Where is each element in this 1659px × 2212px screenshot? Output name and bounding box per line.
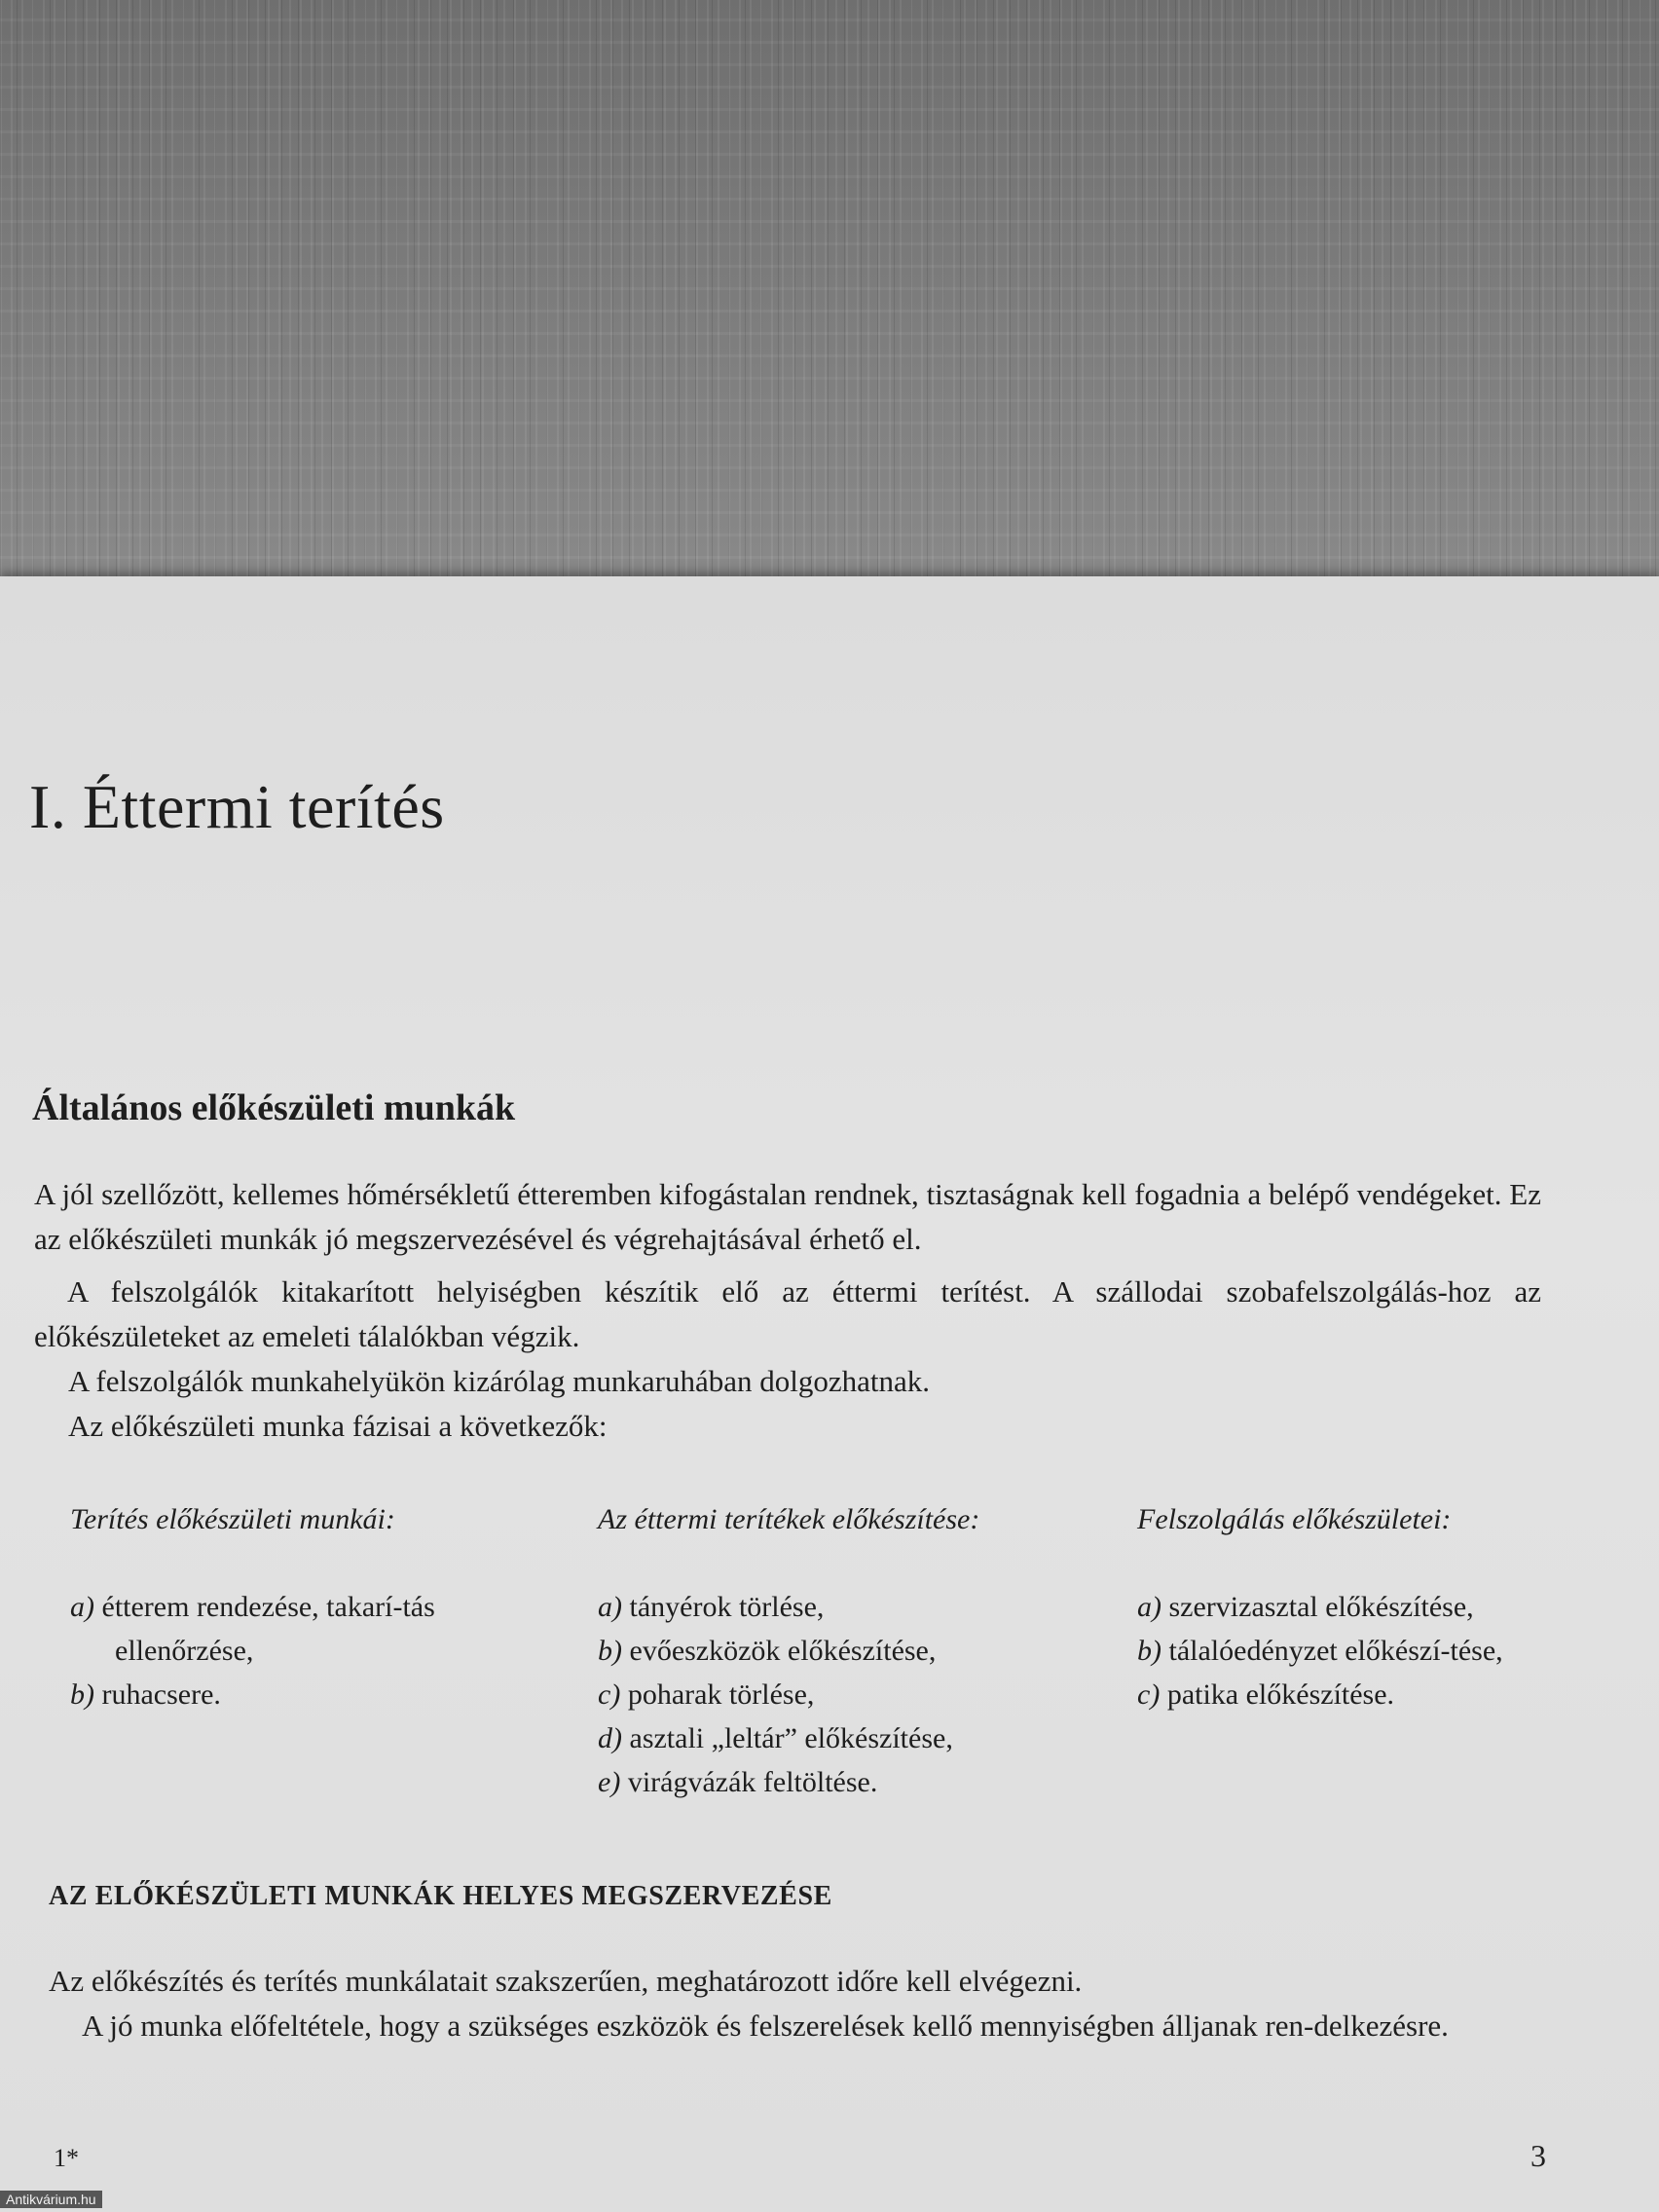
column-heading: Az éttermi terítékek előkészítése:: [598, 1503, 980, 1535]
chapter-title: I. Éttermi terítés: [29, 772, 445, 841]
list-item: a) tányérok törlése,: [598, 1591, 825, 1623]
column-list: [1137, 1585, 1566, 1716]
signature-mark: 1*: [54, 2144, 79, 2172]
photo-backdrop: [0, 0, 1659, 604]
list-item: c) poharak törlése,: [598, 1678, 815, 1711]
book-page: [0, 576, 1659, 2212]
column-list: [70, 1585, 528, 1716]
paragraph-intro: A jól szellőzött, kellemes hőmérsékletű étteremben kifogástalan rendnek, tisztaságnak kell fogadnia a belépő vendégeket. Ez az előkészületi munkák jó megszervezésével és végrehajtásával érhető el.: [34, 1177, 1541, 1256]
subsection-title: AZ ELŐKÉSZÜLETI MUNKÁK HELYES MEGSZERVEZÉSE: [49, 1881, 832, 1911]
column-heading: Felszolgálás előkészületei:: [1137, 1503, 1452, 1535]
column-service-prep: [1137, 1497, 1566, 1716]
column-table-setting-prep: [70, 1497, 528, 1716]
page-number: 3: [1530, 2138, 1546, 2173]
paragraph-preparation: A felszolgálók kitakarított helyiségben készítik elő az éttermi terítést. A szállodai szobafelszolgálás-hoz az előkészületeket az emeleti tálalókban végzik.: [34, 1274, 1541, 1353]
section-title: Általános előkészületi munkák: [32, 1088, 516, 1128]
column-list: [598, 1585, 1104, 1804]
list-item: b) evőeszközök előkészítése,: [598, 1635, 937, 1667]
watermark: Antikvárium.hu: [0, 2191, 102, 2208]
paragraph-uniform: A felszolgálók munkahelyükön kizárólag munkaruhában dolgozhatnak.: [68, 1364, 930, 1398]
list-item: e) virágvázák feltöltése.: [598, 1766, 878, 1798]
list-item: b) ruhacsere.: [70, 1678, 221, 1711]
list-item: a) szervizasztal előkészítése,: [1137, 1591, 1474, 1623]
column-heading: Terítés előkészületi munkái:: [70, 1503, 395, 1535]
list-item: b) tálalóedényzet előkészí-tése,: [1137, 1635, 1503, 1667]
paragraph-prerequisite: A jó munka előfeltétele, hogy a szükséges eszközök és felszerelések kellő mennyiségben álljanak ren-delkezésre.: [82, 2009, 1449, 2043]
list-item: c) patika előkészítése.: [1137, 1678, 1395, 1711]
list-item: a) étterem rendezése, takarí-tás ellenőrzése,: [70, 1591, 435, 1667]
paragraph-organization: Az előkészítés és terítés munkálatait szakszerűen, meghatározott időre kell elvégezni.: [49, 1964, 1083, 1998]
paragraph-phases: Az előkészületi munka fázisai a következők:: [68, 1409, 608, 1443]
list-item: d) asztali „leltár” előkészítése,: [598, 1722, 953, 1754]
column-place-settings-prep: [598, 1497, 1104, 1804]
